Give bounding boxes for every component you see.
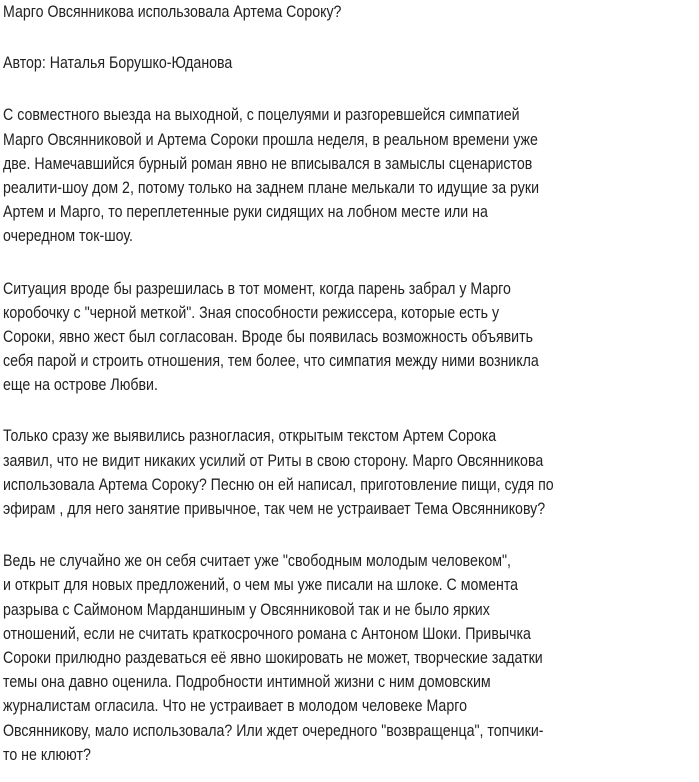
paragraph-line: Артем и Марго, то переплетенные руки сидящих на лобном месте или на: [3, 203, 488, 222]
title-text: Марго Овсянникова использовала Артема Сороку?: [3, 3, 342, 21]
paragraph-2: [3, 277, 699, 398]
paragraph-line: журналистам огласила. Что не устраивает в молодом человеке Марго: [3, 697, 467, 716]
paragraph-line: заявил, что не видит никаких усилий от Риты в свою сторону. Марго Овсянникова: [3, 451, 544, 470]
paragraph-4: [3, 549, 699, 767]
article-title: [3, 0, 699, 24]
paragraph-1: [3, 103, 699, 248]
paragraph-line: Марго Овсянниковой и Артема Сороки прошла неделя, в реальном времени уже: [3, 130, 538, 149]
paragraph-line: Только сразу же выявились разногласия, открытым текстом Артем Сорока: [3, 427, 497, 446]
paragraph-line: темы она давно оценила. Подробности интимной жизни с ним домовским: [3, 673, 491, 692]
paragraph-line: коробочку с "черной меткой". Зная способности режиссера, которые есть у: [3, 303, 500, 322]
paragraph-line: Сороки, явно жест был согласован. Вроде бы появилась возможность объявить: [3, 327, 533, 346]
article: [3, 0, 699, 767]
paragraph-line: разрыва с Саймоном Марданшиным у Овсянниковой так и не было ярких: [3, 600, 490, 619]
paragraph-line: Овсянникову, мало использовала? Или ждет очередного "возвращенца", топчики-: [3, 721, 544, 740]
paragraph-line: Сороки прилюдно раздеваться её явно шокировать не может, творческие задатки: [3, 648, 543, 667]
article-author: [3, 51, 699, 75]
author-text: Автор: Наталья Борушко-Юданова: [3, 54, 233, 73]
paragraph-3: [3, 424, 699, 521]
paragraph-line: отношений, если не считать краткосрочного романа с Антоном Шоки. Привычка: [3, 624, 531, 643]
paragraph-line: то не клюют?: [3, 745, 91, 764]
paragraph-line: эфирам , для него занятие привычное, так чем не устраивает Тема Овсянникову?: [3, 500, 546, 518]
paragraph-line: себя парой и строить отношения, тем более, что симпатия между ними возникла: [3, 352, 539, 371]
paragraph-line: реалити-шоу дом 2, потому только на заднем плане мелькали то идущие за руки: [3, 178, 540, 197]
paragraph-line: использовала Артема Сороку? Песню он ей написал, приготовление пищи, судя по: [3, 475, 554, 494]
paragraph-line: С совместного выезда на выходной, с поцелуями и разгоревшейся симпатией: [3, 106, 520, 125]
paragraph-line: Ситуация вроде бы разрешилась в тот момент, когда парень забрал у Марго: [3, 279, 511, 298]
paragraph-line: Ведь не случайно же он себя считает уже "свободным молодым человеком",: [3, 552, 511, 571]
paragraph-line: и открыт для новых предложений, о чем мы уже писали на шлоке. С момента: [3, 576, 519, 595]
paragraph-line: еще на острове Любви.: [3, 376, 158, 395]
paragraph-line: очередном ток-шоу.: [3, 227, 133, 246]
paragraph-line: две. Намечавшийся бурный роман явно не вписывался в замыслы сценаристов: [3, 154, 533, 173]
